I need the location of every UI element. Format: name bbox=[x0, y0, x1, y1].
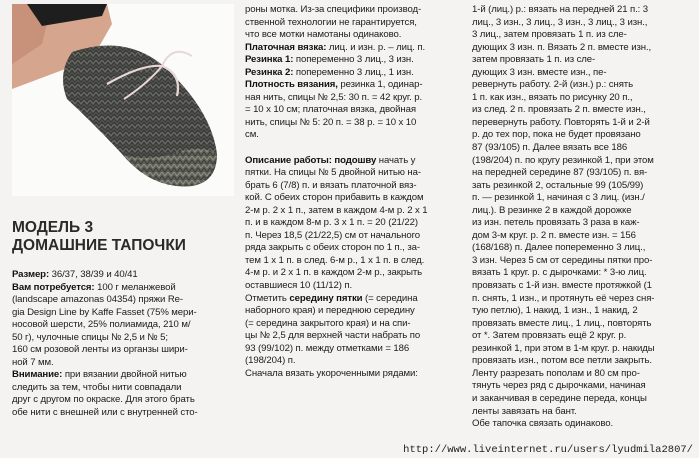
line-text: 36/37, 38/39 и 40/41 bbox=[49, 269, 138, 280]
text-line bbox=[472, 4, 694, 17]
right-column bbox=[472, 4, 694, 431]
text-line bbox=[245, 42, 465, 55]
line-text: лиц., 3 изн., 3 лиц., 3 изн., 3 лиц., 3 изн., bbox=[472, 16, 648, 28]
text-line bbox=[472, 343, 694, 356]
line-text: р. до тех пор, пока не будет провязано bbox=[472, 129, 641, 141]
line-text: друг с другом по окраске. Для этого брать bbox=[12, 394, 195, 406]
line-text: попеременно 3 лиц., 1 изн. bbox=[293, 66, 414, 78]
line-text: тянуть через ряд с дырочками, начиная bbox=[472, 380, 646, 392]
line-text: кой. С обеих сторон прибавить в каждом bbox=[245, 192, 424, 204]
text-line bbox=[472, 129, 694, 142]
line-text: вязать 1 круг. р. с дырочками: * 3-ю лиц. bbox=[472, 267, 647, 279]
left-column bbox=[12, 269, 244, 420]
text-line bbox=[245, 330, 465, 343]
text-line bbox=[472, 54, 694, 67]
line-text: попеременно 3 лиц., 3 изн. bbox=[293, 54, 414, 66]
line-text: роны мотка. Из-за специфики производ- bbox=[245, 4, 422, 15]
text-line bbox=[472, 280, 694, 293]
line-text: при вязании двойной нитью bbox=[62, 369, 187, 381]
line-text: 1 п. как изн., вязать по рисунку 20 п., bbox=[472, 91, 633, 103]
text-line bbox=[12, 269, 244, 282]
text-line bbox=[472, 255, 694, 268]
text-line bbox=[245, 155, 465, 168]
line-text: цы № 2,5 для верхней части набрать по bbox=[245, 330, 421, 342]
text-line bbox=[472, 305, 694, 318]
line-text: п. и в каждом 8-м р. 3 х 1 п. = 20 (21/22) bbox=[245, 217, 418, 229]
line-text: провязать изн., потом все петли закрыть. bbox=[472, 355, 652, 367]
text-line bbox=[12, 369, 244, 382]
line-text: оставшиеся 10 (11/12) п. bbox=[245, 280, 353, 292]
text-line bbox=[12, 394, 244, 407]
text-line bbox=[472, 368, 694, 381]
line-text: 3 изн. Через 5 см от середины пятки про- bbox=[472, 254, 653, 266]
line-text: п. — резинкой 1, начиная с 3 лиц. (изн./ bbox=[472, 192, 645, 204]
text-line bbox=[472, 29, 694, 42]
line-text: дом 3-м круг. р. 2 п. вместе изн. = 156 bbox=[472, 229, 636, 241]
line-text: gia Design Line by Kaffe Fasset (75% мери- bbox=[12, 306, 197, 318]
line-text: тем 1 х 1 п. в след. 6-м р., 1 х 1 п. в след. bbox=[245, 254, 425, 266]
bold-label: Платочная вязка: bbox=[245, 41, 327, 53]
line-text: Отметить bbox=[245, 292, 287, 304]
text-line bbox=[245, 104, 465, 117]
line-text: (landscape amazonas 04354) пряжи Re- bbox=[12, 294, 183, 306]
text-line bbox=[472, 230, 694, 243]
line-text: ственной технологии не гарантируется, bbox=[245, 16, 417, 28]
line-text: дующих 3 изн. вместе изн., пе- bbox=[472, 66, 607, 78]
line-text: ленты завязать на бант. bbox=[472, 405, 577, 417]
text-line bbox=[472, 155, 694, 168]
text-line bbox=[472, 42, 694, 55]
text-line bbox=[12, 382, 244, 395]
text-line bbox=[245, 267, 465, 280]
text-line bbox=[472, 418, 694, 431]
bold-label: Внимание: bbox=[12, 369, 63, 381]
line-text: ной 7 мм. bbox=[12, 356, 54, 368]
model-title-line2: ДОМАШНИЕ ТАПОЧКИ bbox=[12, 237, 186, 254]
line-text: следить за тем, чтобы нити совпадали bbox=[12, 381, 182, 393]
text-line bbox=[245, 230, 465, 243]
line-text: зать резинкой 2, остальные 99 (105/99) bbox=[472, 179, 644, 191]
text-line bbox=[245, 368, 465, 381]
text-line bbox=[472, 79, 694, 92]
text-line bbox=[245, 29, 465, 42]
line-text: 1-й (лиц.) р.: вязать на передней 21 п.: 3 bbox=[472, 4, 649, 15]
text-line bbox=[472, 267, 694, 280]
text-line bbox=[245, 54, 465, 67]
text-line bbox=[472, 318, 694, 331]
text-line bbox=[245, 180, 465, 193]
line-text: ревернуть работу. 2-й (изн.) р.: снять bbox=[472, 79, 633, 91]
line-text: см. bbox=[245, 129, 259, 141]
line-text: наборного края) и переднюю середину bbox=[245, 305, 415, 317]
text-line bbox=[472, 67, 694, 80]
text-line bbox=[472, 293, 694, 306]
line-text: ная нить, спицы № 2,5: 30 п. = 42 круг. р. bbox=[245, 91, 423, 103]
text-line bbox=[472, 17, 694, 30]
line-text: (= середина bbox=[362, 292, 418, 304]
text-line bbox=[245, 355, 465, 368]
middle-column bbox=[245, 4, 465, 380]
bold-label: середину пятки bbox=[289, 292, 363, 304]
bold-label: Плотность вязания, bbox=[245, 79, 338, 91]
line-text: (168/168) п. Далее попеременно 3 лиц., bbox=[472, 242, 646, 254]
text-line bbox=[245, 67, 465, 80]
bold-label: Описание работы: подошву bbox=[245, 154, 377, 166]
line-text: лиц. и изн. р. – лиц. п. bbox=[326, 41, 426, 53]
text-line bbox=[12, 319, 244, 332]
line-text: 50 г), чулочные спицы № 2,5 и № 5; bbox=[12, 331, 168, 343]
text-line bbox=[472, 117, 694, 130]
text-line bbox=[472, 380, 694, 393]
text-line bbox=[472, 92, 694, 105]
line-text: лиц.). В резинке 2 в каждой дорожке bbox=[472, 204, 632, 216]
line-text: 87 (93/105) п. Далее вязать все 186 bbox=[472, 142, 628, 154]
line-text: 3 лиц., затем провязать 1 п. из сле- bbox=[472, 29, 627, 41]
text-line bbox=[472, 242, 694, 255]
text-line bbox=[472, 104, 694, 117]
line-text: обе нити с внешней или с внутренней сто- bbox=[12, 407, 198, 419]
text-line bbox=[245, 17, 465, 30]
text-line bbox=[12, 407, 244, 420]
line-text: ряда закрыть с обеих сторон по 1 п., за- bbox=[245, 242, 420, 254]
model-title-line1: МОДЕЛЬ 3 bbox=[12, 219, 94, 236]
text-line bbox=[472, 355, 694, 368]
line-text: = 10 х 10 см; платочная вязка, двойная bbox=[245, 104, 416, 116]
bold-label: Вам потребуется: bbox=[12, 281, 95, 293]
line-text: из след. 2 п. провязать 2 п. вместе изн., bbox=[472, 104, 646, 116]
text-line bbox=[245, 255, 465, 268]
text-line bbox=[472, 167, 694, 180]
blank-line bbox=[245, 142, 465, 155]
text-line bbox=[12, 307, 244, 320]
text-line bbox=[245, 92, 465, 105]
text-line bbox=[472, 406, 694, 419]
line-text: Обе тапочка связать одинаково. bbox=[472, 418, 614, 430]
line-text: затем провязать 1 п. из сле- bbox=[472, 54, 596, 66]
line-text: (198/204) п. bbox=[245, 355, 296, 367]
text-line bbox=[245, 280, 465, 293]
line-text: дующих 3 изн. п. Вязать 2 п. вместе изн., bbox=[472, 41, 652, 53]
text-line bbox=[472, 205, 694, 218]
line-text: 2-м р. 2 х 1 п., затем в каждом 4-м р. 2 х 1 bbox=[245, 204, 428, 216]
text-line bbox=[245, 167, 465, 180]
text-line bbox=[245, 4, 465, 17]
bold-label: Размер: bbox=[12, 269, 50, 280]
text-line bbox=[12, 332, 244, 345]
text-line bbox=[245, 217, 465, 230]
line-text: от *. Затем провязать ещё 2 круг. р. bbox=[472, 330, 627, 342]
line-text: 100 г меланжевой bbox=[94, 281, 176, 293]
line-text: провязать с 1-й изн. вместе протяжкой (1 bbox=[472, 280, 652, 292]
line-text: что все мотки намотаны одинаково. bbox=[245, 29, 402, 41]
line-text: (= середина закрытого края) и на спи- bbox=[245, 317, 411, 329]
line-text: носовой шерсти, 25% полиамида, 210 м/ bbox=[12, 319, 191, 331]
line-text: и заканчивая в середине переда, концы bbox=[472, 392, 647, 404]
text-line bbox=[245, 129, 465, 142]
line-text: пятки. На спицы № 5 двойной нитью на- bbox=[245, 167, 421, 179]
line-text: резинкой 1, при этом в 1-м круг. р. накиды bbox=[472, 342, 655, 354]
watermark-url: http://www.liveinternet.ru/users/lyudmila2807/ bbox=[403, 444, 693, 456]
text-line bbox=[472, 142, 694, 155]
text-line bbox=[245, 192, 465, 205]
line-text: перевернуть работу. Повторять 1-й и 2-й bbox=[472, 116, 650, 128]
text-line bbox=[245, 343, 465, 356]
line-text: Ленту разрезать пополам и 80 см про- bbox=[472, 367, 640, 379]
text-line bbox=[245, 117, 465, 130]
line-text: тую петлю), 1 накид, 1 изн., 1 накид, 2 bbox=[472, 305, 638, 317]
line-text: резинка 1, одинар- bbox=[337, 79, 423, 91]
line-text: п. Через 18,5 (21/22,5) см от начального bbox=[245, 229, 421, 241]
text-line bbox=[12, 344, 244, 357]
line-text: из изн. петель провязать 3 раза в каж- bbox=[472, 217, 640, 229]
slipper-photo-illustration bbox=[12, 4, 234, 196]
line-text: провязать вместе лиц., 1 лиц., повторять bbox=[472, 317, 652, 329]
text-line bbox=[245, 242, 465, 255]
text-line bbox=[12, 294, 244, 307]
text-line bbox=[472, 217, 694, 230]
line-text: п. снять, 1 изн., и протянуть её через сня- bbox=[472, 292, 655, 304]
text-line bbox=[245, 205, 465, 218]
slipper-photo bbox=[12, 4, 234, 196]
line-text: Сначала вязать укороченными рядами: bbox=[245, 367, 418, 379]
model-title bbox=[12, 219, 240, 255]
text-line bbox=[245, 318, 465, 331]
text-line bbox=[245, 305, 465, 318]
line-text: 4-м р. и 2 х 1 п. в каждом 2-м р., закрыть bbox=[245, 267, 423, 279]
text-line bbox=[472, 393, 694, 406]
line-text: на передней середине 87 (93/105) п. вя- bbox=[472, 167, 648, 179]
line-text: нить, спицы № 5: 20 п. = 38 р. = 10 х 10 bbox=[245, 116, 417, 128]
text-line bbox=[245, 293, 465, 306]
bold-label: Резинка 1: bbox=[245, 54, 294, 66]
text-line bbox=[472, 180, 694, 193]
text-line bbox=[12, 357, 244, 370]
line-text: начать у bbox=[376, 154, 416, 166]
line-text: (198/204) п. по кругу резинкой 1, при этом bbox=[472, 154, 654, 166]
line-text: 160 см розовой ленты из органзы шири- bbox=[12, 344, 188, 356]
line-text: 93 (99/102) п. между отметками = 186 bbox=[245, 342, 410, 354]
text-line bbox=[472, 330, 694, 343]
bold-label: Резинка 2: bbox=[245, 66, 294, 78]
text-line bbox=[12, 282, 244, 295]
text-line bbox=[472, 192, 694, 205]
line-text: брать 6 (7/8) п. и вязать платочной вяз- bbox=[245, 179, 417, 191]
text-line bbox=[245, 79, 465, 92]
